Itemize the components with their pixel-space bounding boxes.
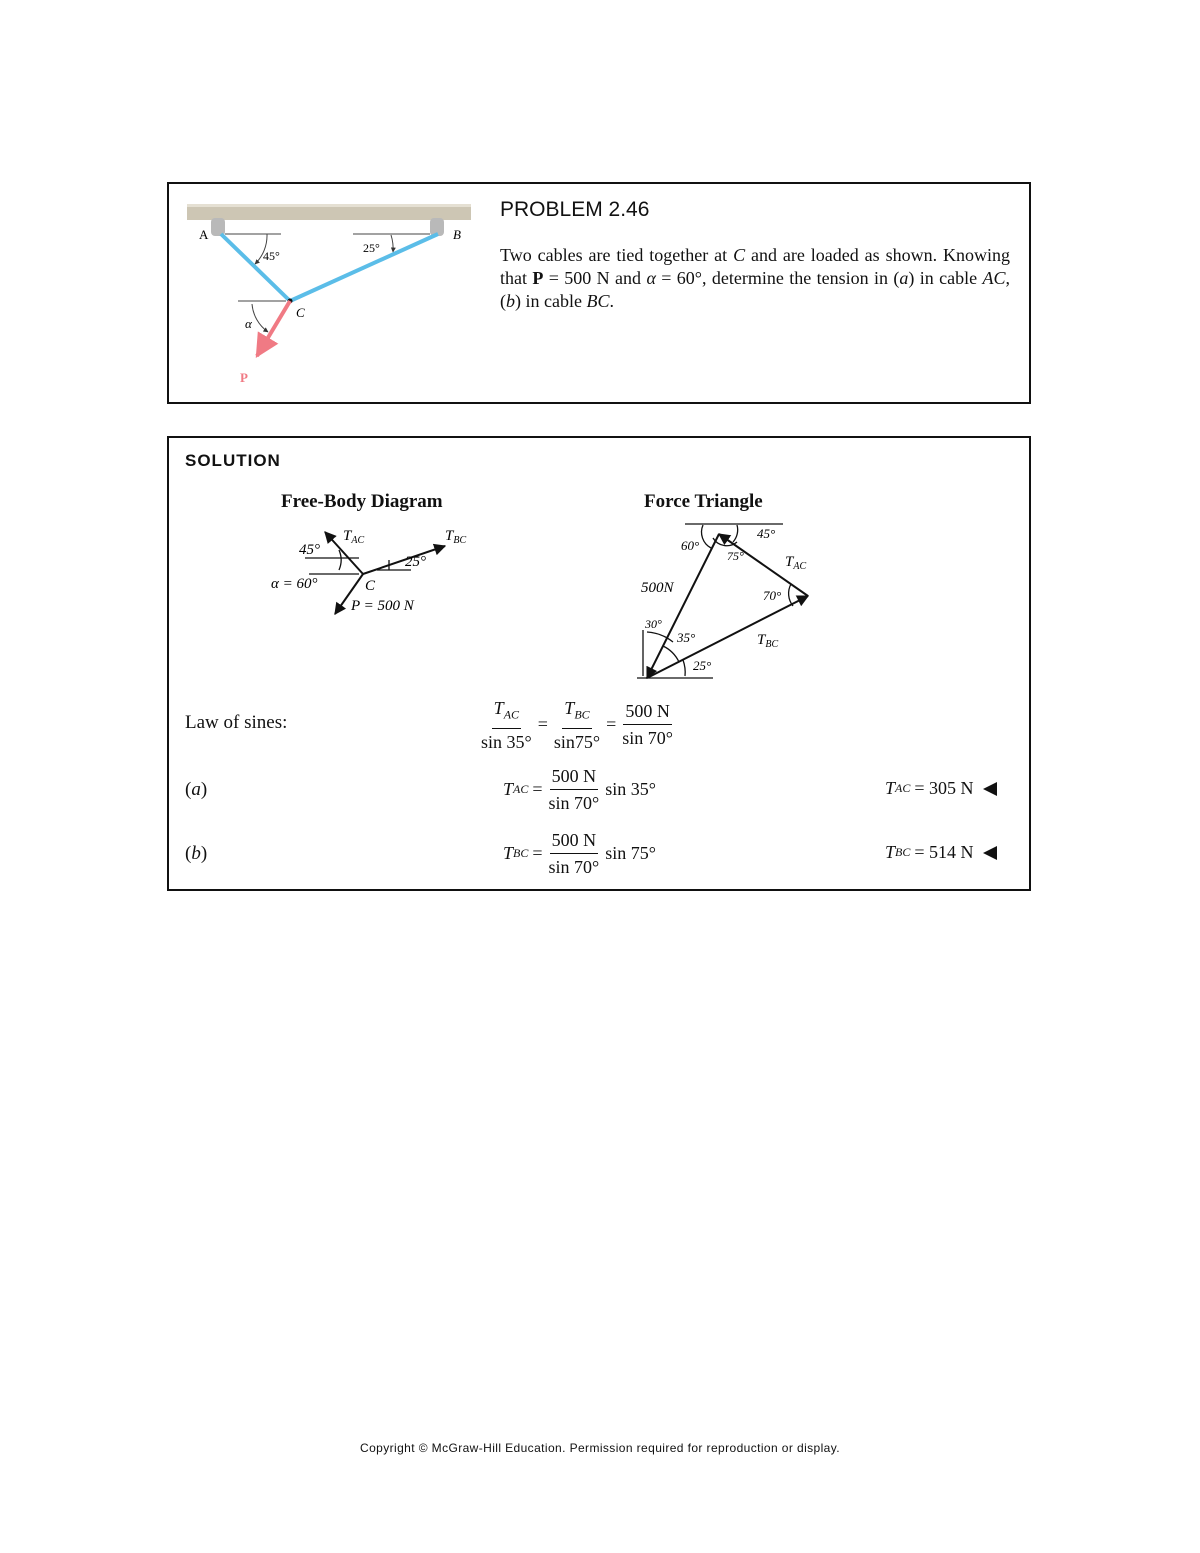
fig-angle-alpha: α [245,316,252,331]
frac-tbc: $\frac{T_{BC}}{\sin 75^\circ}$ [553,698,601,752]
tri-label-tac: $T_{AC}$ [785,554,807,572]
part-b-answer: T BC = 514 N [885,842,998,863]
fig-label-b: B [453,227,461,242]
force-triangle [633,520,833,686]
free-body-diagram [267,524,507,624]
fig-angle-25: 25° [363,241,380,255]
fbd-label-tac: $T_{AC}$ [343,528,365,546]
law-of-sines-label: Law of sines: [185,712,288,733]
fbd-heading: Free-Body Diagram [281,491,443,512]
fig-label-a: A [199,227,209,242]
solution-title: SOLUTION [185,451,281,470]
tri-angle-75: 75° [727,549,744,563]
tri-label-tbc: $T_{BC}$ [757,632,779,650]
tri-force-500: 500N [641,580,674,596]
part-a-equation: T AC = $\frac{500 N}{\sin 70^\circ}$ sin 35° [503,766,656,813]
fbd-alpha: α = 60° [271,576,318,592]
fig-label-c: C [296,305,305,320]
problem-box [167,182,1031,404]
fig-angle-45: 45° [263,249,280,263]
problem-title: PROBLEM 2.46 [500,198,650,221]
fbd-angle-45: 45° [299,542,320,558]
fbd-load: P = 500 N [351,598,414,614]
tri-angle-70: 70° [763,588,782,603]
load-p [257,301,290,356]
tri-angle-45: 45° [757,526,776,541]
problem-figure [183,192,483,402]
part-a-answer: T AC = 305 N [885,778,998,799]
tri-angle-30: 30° [645,617,662,631]
fbd-point-c: C [365,578,376,594]
part-a-label: (a) [185,779,208,800]
fbd-angle-25: 25° [405,554,426,570]
frac-tac: $\frac{T_{AC}}{\sin 35^\circ}$ [481,698,532,752]
answer-marker-icon [982,781,998,797]
frac-500n: $\frac{500 N}{\sin 70^\circ}$ [622,701,673,749]
tri-500n-side [647,534,719,678]
law-of-sines-equation: $\frac{T_{AC}}{\sin 35^\circ}$ = $\frac{T_{BC}}{\sin 75^\circ}$ = $\frac{500 N}{\sin 70^\circ}$ [481,698,673,752]
fbd-label-tbc: $T_{BC}$ [445,528,467,546]
copyright-notice: Copyright © McGraw-Hill Education. Permission required for reproduction or display. [360,1441,840,1455]
force-triangle-heading: Force Triangle [644,491,763,512]
part-b-equation: T BC = $\frac{500 N}{\sin 70^\circ}$ sin 75° [503,830,656,877]
solution-box [167,436,1031,891]
tri-angle-60: 60° [681,538,700,553]
tri-angle-25: 25° [693,658,712,673]
part-b-label: (b) [185,843,208,864]
tri-angle-35: 35° [677,630,696,645]
fig-label-p: P [240,370,248,385]
cable-ac [221,234,290,301]
tri-tbc-side [647,596,808,678]
answer-marker-icon [982,845,998,861]
problem-statement: Two cables are tied together at C and are loaded as shown. Knowing that P = 500 N and α = 60°, determine the tension in (a) in cable AC, (b) in cable BC. [500,245,1011,311]
